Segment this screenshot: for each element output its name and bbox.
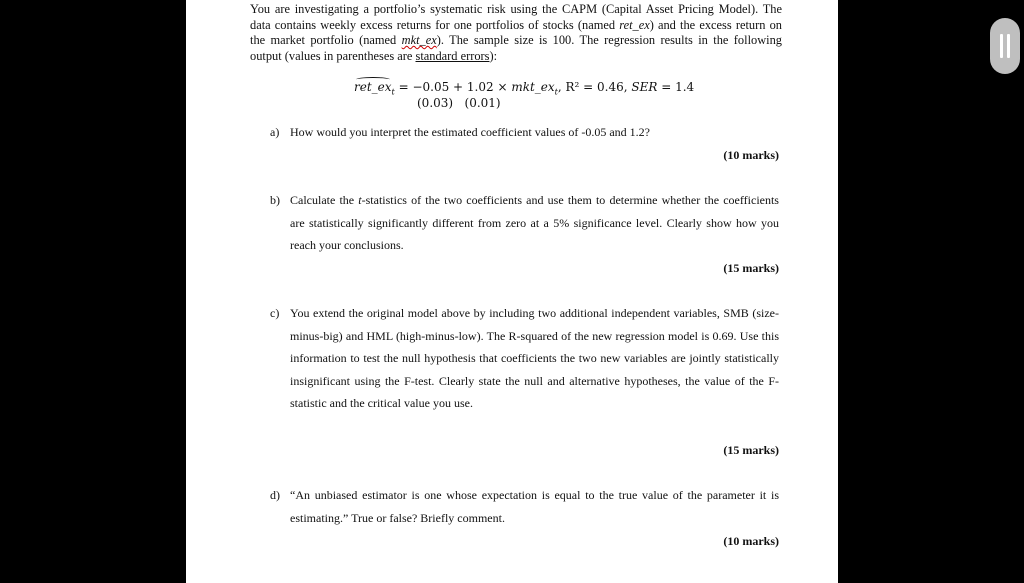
question-b-t-var: t xyxy=(358,193,362,207)
question-a-label: a) xyxy=(270,125,280,139)
intro-text-4: ): xyxy=(489,48,498,63)
document-page xyxy=(186,0,838,583)
intro-text-1: You are investigating a portfolio’s systematic risk using the CAPM (Capital Asset Pricing Model). The data contains weekly excess returns for one portfolios of stocks (named xyxy=(250,2,782,32)
intro-paragraph xyxy=(250,2,782,64)
intro-text-3: ). The sample size is 100. The regression results in the following output (values in parentheses are xyxy=(250,33,782,63)
equation-lhs-subscript: t xyxy=(391,87,395,97)
question-b-label: b) xyxy=(270,193,280,207)
intro-var-mkt-ex: mkt_ex xyxy=(401,33,437,48)
equation-rhs: = −0.05 + 1.02 × xyxy=(398,80,512,94)
question-d-marks: (10 marks) xyxy=(723,534,779,548)
question-a-text: How would you interpret the estimated coefficient values of -0.05 and 1.2? xyxy=(290,125,651,139)
question-b-text-post: -statistics of the two coefficients and use them to determine whether the coefficients are statistically significantly different from zero at a 5% significance level. Clearly show how you reach your conclusions. xyxy=(290,193,779,253)
intro-var-ret-ex: ret_ex xyxy=(619,17,650,32)
question-c-text: You extend the original model above by including two additional independent variables, SMB (size-minus-big) and HML (high-minus-low). The R-squared of the new regression model is 0.69. Use this information to test the null hypothesis that coefficients the two new variables are jointly statistically insignificant using the F-test. Clearly state the null and alternative hypotheses, the value of the F-statistic and the critical value you use. xyxy=(290,306,779,411)
question-a-marks: (10 marks) xyxy=(723,148,779,162)
pause-bar-right xyxy=(1007,34,1010,58)
pause-handle-icon[interactable] xyxy=(990,18,1020,74)
question-c-marks: (15 marks) xyxy=(723,443,779,457)
regression-equation xyxy=(354,80,694,96)
equation-rhs-var: mkt_ex xyxy=(511,80,555,94)
intro-text-2: ) and the excess return on the market portfolio (named xyxy=(250,17,782,48)
pause-bar-left xyxy=(1000,34,1003,58)
question-d-label: d) xyxy=(270,488,280,502)
question-b-text-pre: Calculate the xyxy=(290,193,359,207)
equation-ser-label: SER xyxy=(631,80,658,94)
question-b-marks: (15 marks) xyxy=(723,261,779,275)
standard-errors-row: (0.03) (0.01) xyxy=(417,96,501,110)
equation-lhs: ret_ex xyxy=(354,80,392,94)
equation-ser-value: = 1.4 xyxy=(657,80,695,94)
equation-r2: , R² = 0.46, xyxy=(557,80,632,94)
standard-errors-text: standard errors xyxy=(415,48,490,63)
question-c-label: c) xyxy=(270,306,280,320)
equation-rhs-subscript: t xyxy=(554,87,558,97)
question-d-text: “An unbiased estimator is one whose expectation is equal to the true value of the parameter it is estimating.” True or false? Briefly comment. xyxy=(290,488,779,525)
question-b-text xyxy=(290,189,779,257)
